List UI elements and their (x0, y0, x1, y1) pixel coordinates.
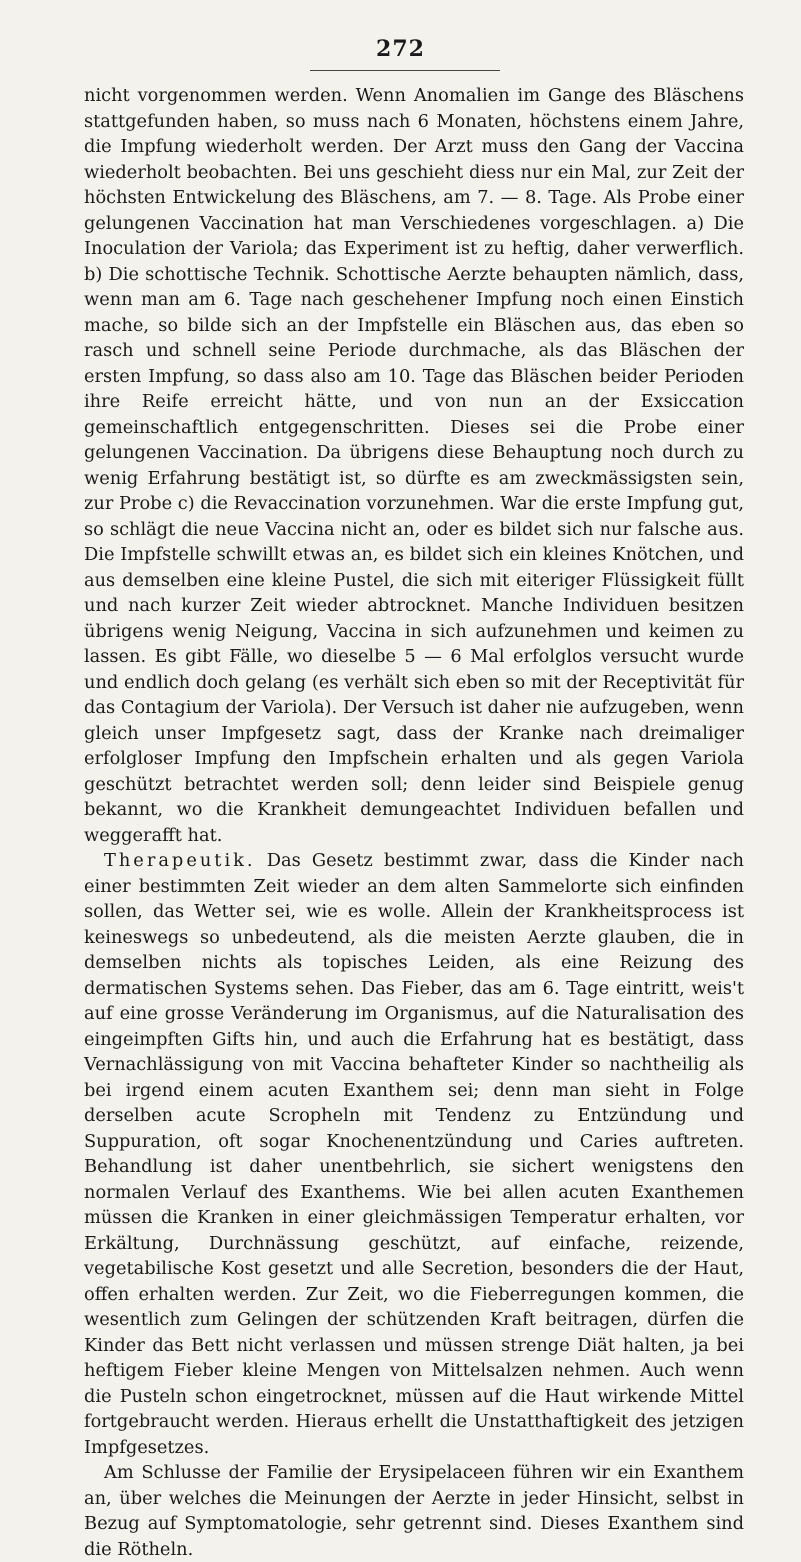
header-rule (310, 70, 500, 71)
section-heading-therapeutik: Therapeutik. (104, 850, 256, 871)
paragraph-roetheln-intro: Am Schlusse der Familie der Erysipelaceen führen wir ein Exanthem an, über welches die Meinungen der Aerzte in jeder Hinsicht, selbst in Bezug auf Symptomatologie, sehr getrennt sind. Dieses Exanthem sind die Rötheln. (84, 1462, 744, 1560)
paragraph-therapeutik-text: Das Gesetz bestimmt zwar, dass die Kinder nach einer bestimmten Zeit wieder an dem alten Sammelorte sich einfinden sollen, das Wetter sei, wie es wolle. Allein der Krankheitsprocess ist keineswegs so unbedeutend, als die meisten Aerzte glauben, die in demselben nichts als topisches Leiden, als eine Reizung des dermatischen Systems sehen. Das Fieber, das am 6. Tage eintritt, weis't auf eine grosse Veränderung im Organismus, auf die Naturalisation des eingeimpften Gifts hin, und auch die Erfahrung hat es bestätigt, dass Vernachlässigung von mit Vaccina behafteter Kinder so nachtheilig als bei irgend einem acuten Exanthem sei; denn man sieht in Folge derselben acute Scropheln mit Tendenz zu Entzündung und Suppuration, oft sogar Knochenentzündung und Caries auftreten. Behandlung ist daher unentbehrlich, sie sichert wenigstens den normalen Verlauf des Exanthems. Wie bei allen acuten Exanthemen müssen die Kranken in einer gleichmässigen Temperatur erhalten, vor Erkältung, Durchnässung geschützt, auf einfache, reizende, vegetabilische Kost gesetzt und alle Secretion, besonders die der Haut, offen erhalten werden. Zur Zeit, wo die Fieberregungen kommen, die wesentlich zum Gelingen der schützenden Kraft beitragen, dürfen die Kinder das Bett nicht verlassen und müssen strenge Diät halten, ja bei heftigem Fieber kleine Mengen von Mittelsalzen nehmen. Auch wenn die Pusteln schon eingetrocknet, müssen auf die Haut wirkende Mittel fortgebraucht werden. Hieraus erhellt die Unstatthaftigkeit des jetzigen Impfgesetzes. (84, 850, 744, 1458)
paragraph-therapeutik (84, 848, 744, 1460)
body-text (84, 83, 744, 1562)
page-number: 272 (376, 36, 425, 62)
paragraph-vaccination-probe: nicht vorgenommen werden. Wenn Anomalien im Gange des Bläschens stattgefunden haben, so muss nach 6 Monaten, höchstens einem Jahre, die Impfung wiederholt werden. Der Arzt muss den Gang der Vaccina wiederholt beobachten. Bei uns geschieht diess nur ein Mal, zur Zeit der höchsten Entwickelung des Bläschens, am 7. — 8. Tage. Als Probe einer gelungenen Vaccination hat man Verschiedenes vorgeschlagen. a) Die Inoculation der Variola; das Experiment ist zu heftig, daher verwerflich. b) Die schottische Technik. Schottische Aerzte behaupten nämlich, dass, wenn man am 6. Tage nach geschehener Impfung noch einen Einstich mache, so bilde sich an der Impfstelle ein Bläschen aus, das eben so rasch und schnell seine Periode durchmache, als das Bläschen der ersten Impfung, so dass also am 10. Tage das Bläschen beider Perioden ihre Reife erreicht hätte, und von nun an der Exsiccation gemeinschaftlich entgegenschritten. Dieses sei die Probe einer gelungenen Vaccination. Da übrigens diese Behauptung noch durch zu wenig Erfahrung bestätigt ist, so dürfte es am zweckmässigsten sein, zur Probe c) die Revaccination vorzunehmen. War die erste Impfung gut, so schlägt die neue Vaccina nicht an, oder es bildet sich nur falsche aus. Die Impfstelle schwillt etwas an, es bildet sich ein kleines Knötchen, und aus demselben eine kleine Pustel, die sich mit eiteriger Flüssigkeit füllt und nach kurzer Zeit wieder abtrocknet. Manche Individuen besitzen übrigens wenig Neigung, Vaccina in sich aufzunehmen und keimen zu lassen. Es gibt Fälle, wo dieselbe 5 — 6 Mal erfolglos versucht wurde und endlich doch gelang (es verhält sich eben so mit der Receptivität für das Contagium der Variola). Der Versuch ist daher nie aufzugeben, wenn gleich unser Impfgesetz sagt, dass der Kranke nach dreimaliger erfolgloser Impfung den Impfschein erhalten und als gegen Variola geschützt betrachtet werden soll; denn leider sind Beispiele genug bekannt, wo die Krankheit demungeachtet Individuen befallen und weggerafft hat. (84, 85, 744, 846)
